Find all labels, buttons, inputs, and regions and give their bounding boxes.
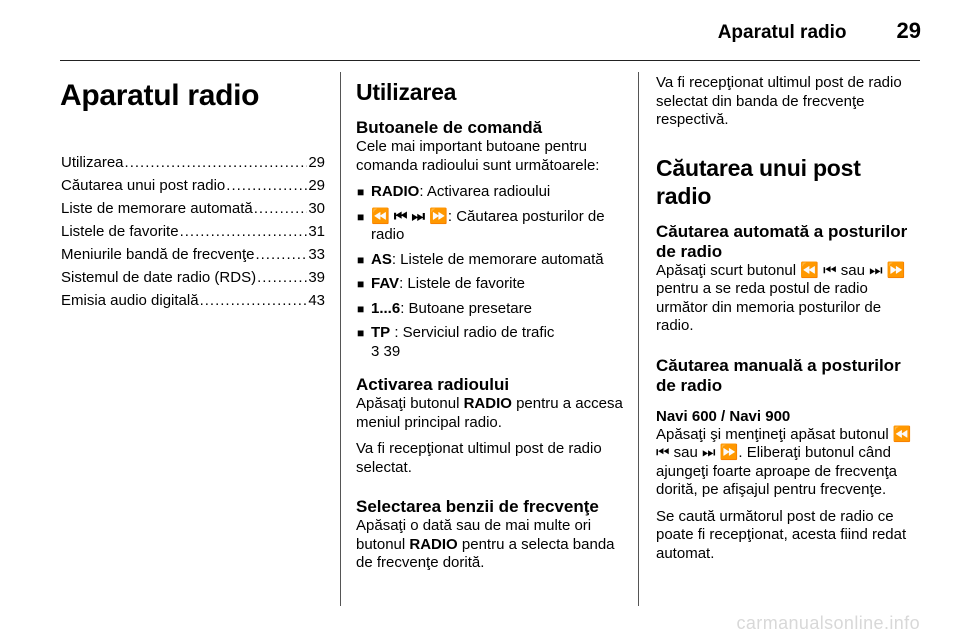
button-description: : Butoane presetare: [400, 299, 532, 317]
toc-entry[interactable]: [61, 177, 325, 200]
toc-entry-page: 29: [308, 177, 325, 194]
header-rule: [60, 60, 920, 61]
toc-entry-label: Căutarea unui post radio: [61, 177, 226, 194]
section-heading-cautare: Căutarea unui post radio: [656, 154, 861, 209]
subheading-selectare-banda: Selectarea benzii de frecvenţe: [356, 497, 599, 516]
page-header: [718, 18, 921, 50]
toc-entry-page: 30: [308, 200, 325, 217]
toc-entry-page: 29: [308, 154, 325, 171]
section-heading-utilizarea: Utilizarea: [356, 79, 457, 105]
toc-column: [61, 74, 325, 315]
button-description: : Listele de memorare automată: [391, 250, 604, 268]
toc-entry[interactable]: [61, 223, 325, 246]
button-key: RADIO: [371, 183, 420, 200]
toc-entry[interactable]: [61, 246, 325, 269]
paragraph-selectare: [356, 517, 624, 573]
toc-leader-dots: [180, 223, 308, 242]
bullet-square-icon: ■: [357, 209, 365, 224]
chapter-title: Aparatul radio: [60, 79, 260, 112]
toc-leader-dots: [254, 200, 308, 219]
button-list-item: [356, 251, 624, 270]
watermark: carmanualsonline.info: [736, 613, 920, 633]
intro-paragraph: Cele mai important butoane pentru comanda radioului sunt următoarele:: [356, 138, 600, 174]
button-list-item: [356, 208, 624, 245]
button-description: : Serviciul radio de trafic: [390, 324, 555, 341]
toc-entry-page: 31: [308, 223, 325, 240]
column-divider-1: [340, 72, 341, 606]
subheading-navi: Navi 600 / Navi 900: [656, 407, 791, 425]
subheading-cautare-manuala: Căutarea manuală a posturilor de radio: [656, 355, 901, 395]
content-column-2: [356, 74, 624, 581]
toc-entry[interactable]: [61, 292, 325, 315]
paragraph-post-urmator: Se caută următorul post de radio ce poate fi recepţionat, acesta fiind redat automat.: [656, 507, 907, 562]
subheading-butoane: Butoanele de comandă: [356, 118, 543, 137]
button-list-item: [356, 183, 624, 202]
toc-leader-dots: [200, 292, 308, 311]
toc-entry-label: Meniurile bandă de frecvenţe: [61, 246, 255, 263]
text: pentru a selecta banda de frecvenţe dorită.: [356, 535, 615, 571]
paragraph-activare: [356, 395, 624, 432]
toc-entry-label: Liste de memorare automată: [61, 200, 253, 217]
button-description: : Căutarea posturilor de radio: [371, 207, 605, 243]
toc-leader-dots: [255, 246, 307, 265]
toc-entry[interactable]: [61, 200, 325, 223]
bullet-square-icon: ■: [357, 301, 365, 316]
bullet-square-icon: ■: [357, 185, 365, 199]
button-description: : Activarea radioului: [419, 183, 551, 200]
content-column-3: [656, 74, 922, 571]
toc-entry-page: 33: [308, 246, 325, 263]
toc-entry-label: Sistemul de date radio (RDS): [61, 269, 257, 286]
paragraph-cautare-manuala: Apăsaţi şi menţineţi apăsat butonul ⏪ ⏮ sau ⏭ ⏩. Eliberaţi butonul când ajungeţi foarte aproape de frecvenţa dorită, pe afişajul pentru frecvenţe.: [656, 425, 912, 498]
toc-entry-label: Emisia audio digitală: [61, 292, 199, 309]
column-divider-2: [638, 72, 639, 606]
button-key: AS: [371, 250, 392, 268]
page-reference: 3 39: [371, 342, 401, 360]
toc-entry-page: 43: [308, 292, 325, 309]
page-number: 29: [896, 18, 921, 43]
running-section-title: Aparatul radio: [717, 22, 847, 43]
text: Apăsaţi butonul: [356, 395, 464, 412]
toc-leader-dots: [257, 269, 307, 288]
button-key: 1...6: [371, 299, 401, 317]
toc-entry[interactable]: [61, 154, 325, 177]
toc-entry-page: 39: [308, 269, 325, 286]
paragraph-ultimul-post: Va fi recepţionat ultimul post de radio selectat.: [356, 440, 602, 476]
bullet-square-icon: ■: [357, 277, 365, 291]
key-label: RADIO: [409, 535, 458, 553]
button-list-item: [356, 275, 624, 294]
toc-leader-dots: [125, 154, 308, 173]
toc-entry[interactable]: [61, 269, 325, 292]
bullet-square-icon: ■: [357, 326, 365, 340]
toc-entry-label: Utilizarea: [61, 154, 124, 171]
subheading-cautare-automata: Căutarea automată a posturilor de radio: [656, 221, 908, 261]
text: Apăsaţi o dată sau de mai multe ori butonul: [356, 517, 592, 553]
button-list-item: [356, 324, 624, 361]
button-list: [356, 183, 624, 361]
button-key: ⏪ ⏮ ⏭ ⏩: [371, 207, 448, 225]
button-key: TP: [371, 324, 391, 341]
paragraph-continuare: Va fi recepţionat ultimul post de radio selectat din banda de frecvenţe respectivă.: [656, 74, 902, 128]
toc-leader-dots: [226, 177, 307, 196]
subheading-activare: Activarea radioului: [356, 375, 510, 394]
paragraph-cautare-automata: Apăsaţi scurt butonul ⏪ ⏮ sau ⏭ ⏩ pentru a se reda postul de radio următor din memoria posturilor de radio.: [656, 261, 906, 334]
bullet-square-icon: ■: [357, 252, 365, 267]
button-key: FAV: [371, 275, 400, 292]
toc-list: [61, 154, 325, 315]
button-list-item: [356, 300, 624, 319]
text: pentru a accesa meniul principal radio.: [356, 395, 623, 431]
toc-entry-label: Listele de favorite: [61, 223, 179, 240]
button-description: : Listele de favorite: [399, 275, 525, 292]
key-label: RADIO: [463, 395, 512, 412]
